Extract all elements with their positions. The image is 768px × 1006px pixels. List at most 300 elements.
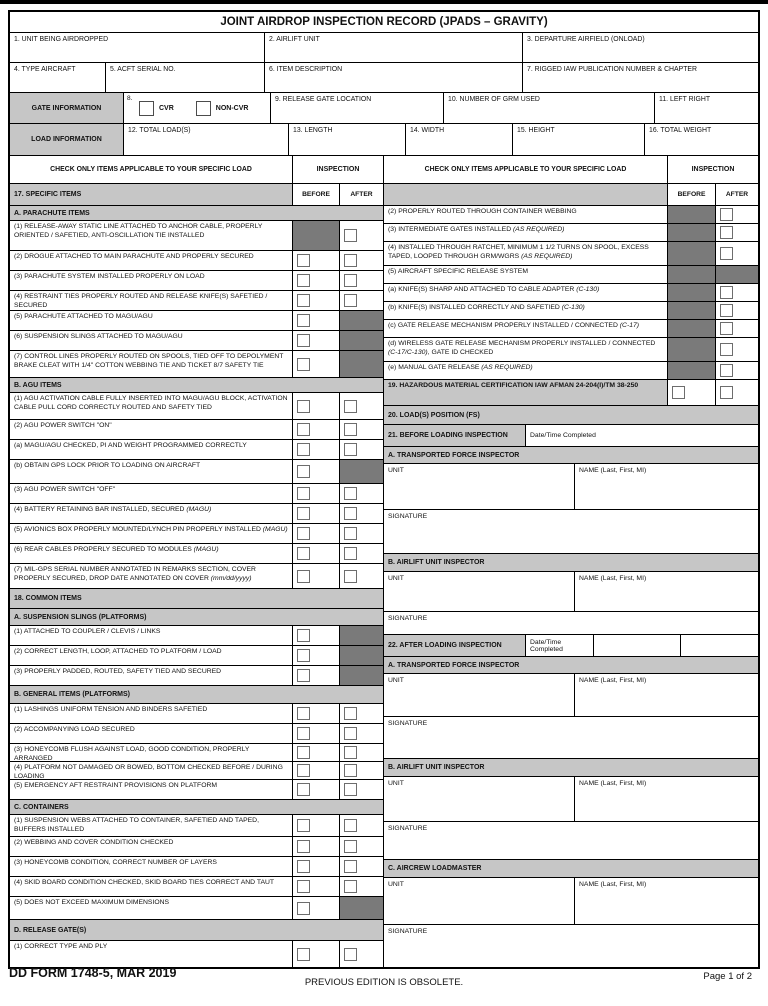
checklist-row — [384, 362, 758, 380]
before-cell — [292, 271, 339, 290]
after-cell — [715, 362, 758, 379]
blocked-cell — [667, 242, 715, 265]
unit-field[interactable]: UNIT — [384, 464, 575, 509]
field-15-height[interactable]: 15. HEIGHT — [513, 124, 645, 155]
after-column-header-right: AFTER — [715, 184, 758, 205]
before-checkbox[interactable] — [297, 649, 310, 662]
checklist-row — [10, 941, 383, 967]
item-text: (4) PLATFORM NOT DAMAGED OR BOWED, BOTTOM CHECKED BEFORE / DURING LOADING — [14, 764, 283, 780]
item-label — [10, 666, 292, 685]
specific-items-label: 17. SPECIFIC ITEMS — [10, 184, 292, 205]
before-cell — [292, 484, 339, 503]
field-7-rigged-iaw-publication[interactable]: 7. RIGGED IAW PUBLICATION NUMBER & CHAPTER — [522, 63, 758, 92]
before-checkbox[interactable] — [297, 629, 310, 642]
inspector-header-label: A. TRANSPORTED FORCE INSPECTOR — [388, 661, 520, 669]
field-2-airlift-unit[interactable]: 2. AIRLIFT UNIT — [264, 33, 522, 62]
checklist-row — [10, 291, 383, 311]
signature-field[interactable]: SIGNATURE — [388, 720, 428, 727]
item-text: (1) CORRECT TYPE AND PLY — [14, 943, 108, 950]
before-checkbox[interactable] — [297, 527, 310, 540]
after-column-header-left: AFTER — [339, 184, 383, 205]
gate-information-label: GATE INFORMATION — [10, 93, 124, 123]
after-checkbox[interactable] — [344, 254, 357, 267]
item-label — [384, 224, 667, 241]
item-label — [10, 484, 292, 503]
checklist-row — [384, 206, 758, 224]
signature-field[interactable]: SIGNATURE — [388, 615, 428, 622]
checklist-row — [10, 351, 383, 378]
after-cell — [715, 206, 758, 223]
field-11-left-right[interactable]: 11. LEFT RIGHT — [659, 96, 711, 103]
before-cell — [292, 666, 339, 685]
after-checkbox[interactable] — [344, 840, 357, 853]
item-label — [10, 815, 292, 836]
blocked-cell — [339, 626, 383, 645]
blocked-cell — [339, 331, 383, 350]
item-text: (3) PROPERLY PADDED, ROUTED, SAFETY TIED AND SECURED — [14, 668, 222, 675]
non-cvr-checkbox[interactable] — [196, 101, 211, 116]
after-checkbox[interactable] — [344, 860, 357, 873]
item-label — [384, 266, 667, 283]
item-label — [10, 837, 292, 856]
before-checkbox[interactable] — [297, 746, 310, 759]
after-cell — [339, 704, 383, 723]
checklist-row — [10, 744, 383, 762]
checklist-row — [10, 504, 383, 524]
after-cell — [339, 393, 383, 419]
after-checkbox[interactable] — [344, 707, 357, 720]
unit-field[interactable]: UNIT — [384, 674, 575, 716]
field-8-cvr-selection — [124, 93, 271, 123]
before-cell — [292, 744, 339, 761]
item-label — [10, 877, 292, 896]
item-label — [10, 626, 292, 645]
after-checkbox[interactable] — [344, 948, 357, 961]
before-cell — [292, 544, 339, 563]
item-text: (1) LASHINGS UNIFORM TENSION AND BINDERS SAFETIED — [14, 706, 208, 713]
before-cell — [292, 626, 339, 645]
after-cell — [715, 338, 758, 361]
item-label — [10, 564, 292, 588]
checklist-row — [384, 242, 758, 266]
before-checkbox[interactable] — [672, 386, 685, 399]
section-header-label: A. PARACHUTE ITEMS — [14, 209, 90, 217]
section-header-label: D. RELEASE GATE(S) — [14, 926, 87, 934]
checklist-row — [384, 302, 758, 320]
before-checkbox[interactable] — [297, 400, 310, 413]
checklist-row — [10, 646, 383, 666]
item-label — [10, 646, 292, 665]
after-checkbox[interactable] — [344, 507, 357, 520]
item-text: (7) CONTROL LINES PROPERLY ROUTED ON SPOOLS, TIED OFF TO DEPOLYMENT BRAKE CLEAT WITH 1/4" COTTON WEBBING TIE AND TICKET 8/7 SAFETY TIE — [14, 353, 284, 369]
before-checkbox[interactable] — [297, 358, 310, 371]
before-checkbox[interactable] — [297, 465, 310, 478]
before-cell — [292, 877, 339, 896]
header-fields-row-2 — [10, 63, 758, 93]
before-checkbox[interactable] — [297, 423, 310, 436]
name-field[interactable]: NAME (Last, First, MI) — [579, 881, 647, 888]
unit-field[interactable]: UNIT — [384, 777, 575, 821]
inspector-header-label: A. TRANSPORTED FORCE INSPECTOR — [388, 451, 520, 459]
before-checkbox[interactable] — [297, 783, 310, 796]
after-checkbox[interactable] — [720, 226, 733, 239]
field-12-total-loads[interactable]: 12. TOTAL LOAD(S) — [124, 124, 289, 155]
checklist-row — [10, 331, 383, 351]
before-checkbox[interactable] — [297, 547, 310, 560]
field-5-acft-serial-no[interactable]: 5. ACFT SERIAL NO. — [105, 63, 264, 92]
before-cell — [292, 780, 339, 799]
checklist-row — [10, 724, 383, 744]
item-label — [384, 320, 667, 337]
after-cell — [715, 320, 758, 337]
check-applicable-title-right: CHECK ONLY ITEMS APPLICABLE TO YOUR SPECIFIC LOAD — [424, 166, 627, 173]
italic-note: (MAGU) — [186, 506, 212, 513]
after-checkbox[interactable] — [344, 746, 357, 759]
checklist-row — [10, 544, 383, 564]
empty-field[interactable] — [681, 635, 758, 656]
after-cell — [715, 284, 758, 301]
after-checkbox[interactable] — [344, 880, 357, 893]
blocked-cell — [667, 224, 715, 241]
before-checkbox[interactable] — [297, 880, 310, 893]
checklist-row — [10, 221, 383, 251]
item-text: (3) HONEYCOMB FLUSH AGAINST LOAD, GOOD CONDITION, PROPERLY ARRANGED — [14, 746, 250, 762]
item-text: (c) GATE RELEASE MECHANISM PROPERLY INSTALLED / CONNECTED — [388, 322, 620, 329]
date-time-completed-field[interactable]: Date/Time Completed — [530, 432, 596, 439]
checklist-row — [10, 897, 383, 920]
after-checkbox[interactable] — [720, 386, 733, 399]
before-cell — [667, 380, 715, 405]
checklist-row — [10, 762, 383, 780]
blocked-cell — [667, 206, 715, 223]
field-3-departure-airfield[interactable]: 3. DEPARTURE AIRFIELD (ONLOAD) — [522, 33, 758, 62]
item-text: (3) AGU POWER SWITCH "OFF" — [14, 486, 116, 493]
checklist-row — [10, 626, 383, 646]
section-row — [10, 920, 383, 941]
inspector-header-label: C. AIRCREW LOADMASTER — [388, 865, 482, 872]
dd-form-1748-5 — [8, 10, 760, 969]
blocked-cell — [667, 266, 715, 283]
signature-row — [384, 510, 758, 554]
before-checkbox[interactable] — [297, 443, 310, 456]
item-label — [384, 362, 667, 379]
item-label — [384, 206, 667, 223]
section-row — [10, 206, 383, 221]
after-checkbox[interactable] — [344, 423, 357, 436]
after-cell — [339, 857, 383, 876]
before-cell — [292, 704, 339, 723]
item-text: (5) AVIONICS BOX PROPERLY MOUNTED/LYNCH PIN PROPERLY INSTALLED — [14, 526, 263, 533]
before-cell — [292, 331, 339, 350]
specific-items-spacer — [384, 184, 667, 205]
unitname-row — [384, 572, 758, 612]
grayfull-row — [384, 406, 758, 425]
after-checkbox[interactable] — [720, 343, 733, 356]
item-text: (a) MAGU/AGU CHECKED, PI AND WEIGHT PROGRAMMED CORRECTLY — [14, 442, 247, 449]
before-checkbox[interactable] — [297, 314, 310, 327]
signature-row — [384, 612, 758, 635]
after-cell — [715, 224, 758, 241]
field-1-unit-being-airdropped[interactable]: 1. UNIT BEING AIRDROPPED — [14, 36, 109, 43]
italic-note: (AS REQUIRED) — [481, 364, 533, 371]
unit-field[interactable]: UNIT — [384, 572, 575, 611]
cvr-checkbox[interactable] — [139, 101, 154, 116]
item-text: (1) ATTACHED TO COUPLER / CLEVIS / LINKS — [14, 628, 161, 635]
item-text: (5) DOES NOT EXCEED MAXIMUM DIMENSIONS — [14, 899, 170, 906]
before-checkbox[interactable] — [297, 707, 310, 720]
after-cell — [339, 420, 383, 439]
before-checkbox[interactable] — [297, 487, 310, 500]
name-field[interactable]: NAME (Last, First, MI) — [579, 575, 647, 582]
form-title-row — [10, 12, 758, 33]
inspector-row — [384, 554, 758, 572]
checklist-row — [10, 857, 383, 877]
checklist-columns — [10, 206, 758, 967]
item-label — [10, 251, 292, 270]
after-checkbox[interactable] — [344, 783, 357, 796]
after-cell — [339, 837, 383, 856]
section-header-label: B. GENERAL ITEMS (PLATFORMS) — [14, 691, 131, 698]
item-text: (5) PARACHUTE ATTACHED TO MAGU/AGU — [14, 313, 153, 320]
check-header-right-half — [384, 156, 758, 183]
specific-items-right-half — [384, 184, 758, 205]
before-checkbox[interactable] — [297, 902, 310, 915]
item-label — [10, 393, 292, 419]
loading-inspection-label: 21. BEFORE LOADING INSPECTION — [384, 425, 526, 446]
name-field[interactable]: NAME (Last, First, MI) — [579, 780, 647, 787]
name-field[interactable]: NAME (Last, First, MI) — [579, 677, 647, 684]
after-checkbox[interactable] — [344, 487, 357, 500]
item-label — [384, 284, 667, 301]
signature-row — [384, 925, 758, 967]
item-text: (2) ACCOMPANYING LOAD SECURED — [14, 726, 135, 733]
checklist-row — [10, 311, 383, 331]
before-checkbox[interactable] — [297, 948, 310, 961]
after-checkbox[interactable] — [720, 208, 733, 221]
after-checkbox[interactable] — [344, 527, 357, 540]
empty-field[interactable] — [594, 635, 681, 656]
checklist-row — [384, 224, 758, 242]
before-checkbox[interactable] — [297, 669, 310, 682]
item-text: (b) OBTAIN GPS LOCK PRIOR TO LOADING ON AIRCRAFT — [14, 462, 201, 469]
after-cell — [715, 302, 758, 319]
before-cell — [292, 311, 339, 330]
section-header-label: 20. LOAD(S) POSITION (FS) — [388, 411, 480, 419]
after-checkbox[interactable] — [720, 286, 733, 299]
unitname-row — [384, 777, 758, 822]
blocked-cell — [339, 351, 383, 377]
italic-note: (C-17/C-130) — [388, 348, 428, 356]
field-13-length[interactable]: 13. LENGTH — [289, 124, 406, 155]
section-header-label: 18. COMMON ITEMS — [14, 595, 82, 602]
item-text: (1) SUSPENSION WEBS ATTACHED TO CONTAINER, SAFETIED AND TAPED, BUFFERS INSTALLED — [14, 817, 259, 833]
checklist-row — [10, 666, 383, 686]
checklist-row — [384, 266, 758, 284]
before-checkbox[interactable] — [297, 254, 310, 267]
after-checkbox[interactable] — [720, 322, 733, 335]
field-4-type-aircraft[interactable]: 4. TYPE AIRCRAFT — [14, 66, 76, 73]
item-text: (a) KNIFE(S) SHARP AND ATTACHED TO CABLE ADAPTER — [388, 286, 577, 293]
unit-field[interactable]: UNIT — [384, 878, 575, 924]
signature-field[interactable]: SIGNATURE — [388, 513, 428, 520]
item-text: (e) MANUAL GATE RELEASE — [388, 364, 482, 371]
before-checkbox[interactable] — [297, 334, 310, 347]
loading-row — [384, 425, 758, 447]
before-checkbox[interactable] — [297, 764, 310, 777]
after-cell — [339, 291, 383, 310]
italic-note: (AS REQUIRED) — [521, 252, 573, 260]
before-column-header-right: BEFORE — [667, 184, 715, 205]
page-top-edge — [0, 0, 768, 4]
field-16-total-weight[interactable]: 16. TOTAL WEIGHT — [649, 127, 712, 134]
italic-note: (C-17) — [619, 322, 640, 329]
unitname-row — [384, 464, 758, 510]
after-cell — [339, 484, 383, 503]
page-indicator: Page 1 of 2 — [703, 971, 752, 982]
checklist-row — [10, 877, 383, 897]
after-cell — [339, 251, 383, 270]
before-checkbox[interactable] — [297, 570, 310, 583]
item-label — [10, 897, 292, 919]
after-checkbox[interactable] — [344, 819, 357, 832]
signature-field[interactable]: SIGNATURE — [388, 928, 428, 935]
before-cell — [292, 440, 339, 459]
name-field[interactable]: NAME (Last, First, MI) — [579, 467, 647, 474]
blocked-cell — [339, 646, 383, 665]
field-6-item-description[interactable]: 6. ITEM DESCRIPTION — [264, 63, 522, 92]
unitname-row — [384, 674, 758, 717]
item-text: (6) SUSPENSION SLINGS ATTACHED TO MAGU/AGU — [14, 333, 183, 340]
after-checkbox[interactable] — [344, 443, 357, 456]
after-cell — [339, 504, 383, 523]
inspector-row — [384, 759, 758, 777]
before-cell — [292, 815, 339, 836]
item-text: (1) RELEASE-AWAY STATIC LINE ATTACHED TO ANCHOR CABLE, PROPERLY ORIENTED / SAFETIED, ANTI-OSCILLATION TIE INSTALLED — [14, 223, 263, 239]
inspector-row — [384, 860, 758, 878]
item-text: (7) MIL-GPS SERIAL NUMBER ANNOTATED IN REMARKS SECTION, COVER PROPERLY SECURED, DROP DATE ANNOTATED ON COVER — [14, 566, 256, 582]
after-checkbox[interactable] — [720, 304, 733, 317]
before-checkbox[interactable] — [297, 727, 310, 740]
item19-row — [384, 380, 758, 406]
after-cell — [339, 941, 383, 967]
before-cell — [292, 564, 339, 588]
after-checkbox[interactable] — [344, 274, 357, 287]
before-cell — [292, 762, 339, 779]
before-cell — [292, 504, 339, 523]
after-cell — [339, 524, 383, 543]
section-row — [10, 589, 383, 609]
before-checkbox[interactable] — [297, 294, 310, 307]
form-number: DD FORM 1748-5, MAR 2019 — [9, 966, 177, 980]
blocked-cell — [339, 311, 383, 330]
checklist-row — [10, 564, 383, 589]
signature-field[interactable]: SIGNATURE — [388, 825, 428, 832]
field-10-number-of-grm-used[interactable]: 10. NUMBER OF GRM USED — [444, 93, 655, 123]
field-9-release-gate-location[interactable]: 9. RELEASE GATE LOCATION — [271, 93, 444, 123]
after-cell — [339, 271, 383, 290]
inspector-row — [384, 657, 758, 674]
inspection-header-left: INSPECTION — [292, 156, 383, 183]
checklist-row — [10, 271, 383, 291]
after-cell — [339, 815, 383, 836]
item-text: (6) REAR CABLES PROPERLY SECURED TO MODULES — [14, 546, 194, 553]
after-checkbox[interactable] — [344, 764, 357, 777]
checklist-row — [10, 524, 383, 544]
section-row — [10, 378, 383, 393]
specific-items-header-row — [10, 184, 758, 206]
checklist-left-column — [10, 206, 384, 967]
item-label: 19. HAZARDOUS MATERIAL CERTIFICATION IAW AFMAN 24-204(I)/TM 38-250 — [384, 380, 667, 405]
before-checkbox[interactable] — [297, 860, 310, 873]
item-label — [384, 338, 667, 361]
signature-row — [384, 717, 758, 759]
checklist-right-column — [384, 206, 758, 967]
before-cell — [292, 897, 339, 919]
after-checkbox[interactable] — [344, 727, 357, 740]
item-text: (4) RESTRAINT TIES PROPERLY ROUTED AND RELEASE KNIFE(S) SAFETIED / SECURED — [14, 293, 268, 309]
date-time-completed-field[interactable]: Date/Time Completed — [526, 635, 594, 656]
section-header-label: C. CONTAINERS — [14, 803, 69, 811]
inspection-header-right: INSPECTION — [667, 156, 758, 183]
item-text: (2) DROGUE ATTACHED TO MAIN PARACHUTE AND PROPERLY SECURED — [14, 253, 254, 260]
before-checkbox[interactable] — [297, 840, 310, 853]
after-cell — [339, 544, 383, 563]
before-checkbox[interactable] — [297, 274, 310, 287]
checklist-row — [10, 393, 383, 420]
section-row — [10, 609, 383, 626]
before-cell — [292, 857, 339, 876]
before-cell — [292, 251, 339, 270]
after-checkbox[interactable] — [344, 547, 357, 560]
after-checkbox[interactable] — [344, 400, 357, 413]
loading-inspection-label: 22. AFTER LOADING INSPECTION — [384, 635, 526, 656]
check-header-left-half — [10, 156, 384, 183]
after-checkbox[interactable] — [720, 364, 733, 377]
italic-note: (MAGU) — [262, 526, 288, 533]
item-label — [10, 504, 292, 523]
after-checkbox[interactable] — [344, 570, 357, 583]
blocked-cell — [292, 221, 339, 250]
item-label — [10, 704, 292, 723]
item-text: (2) WEBBING AND COVER CONDITION CHECKED — [14, 839, 174, 846]
section-row — [10, 686, 383, 704]
item-text: (2) CORRECT LENGTH, LOOP, ATTACHED TO PLATFORM / LOAD — [14, 648, 222, 655]
after-cell — [339, 877, 383, 896]
before-cell — [292, 351, 339, 377]
before-checkbox[interactable] — [297, 507, 310, 520]
blocked-cell — [339, 666, 383, 685]
before-checkbox[interactable] — [297, 819, 310, 832]
item-label — [10, 331, 292, 350]
blocked-cell — [667, 320, 715, 337]
item-label — [10, 291, 292, 310]
field-14-width[interactable]: 14. WIDTH — [406, 124, 513, 155]
after-cell — [339, 221, 383, 250]
checklist-row — [10, 484, 383, 504]
after-checkbox[interactable] — [720, 247, 733, 260]
after-cell — [715, 242, 758, 265]
inspector-header-label: B. AIRLIFT UNIT INSPECTOR — [388, 559, 485, 566]
item-label — [384, 302, 667, 319]
item-label — [10, 460, 292, 483]
after-cell — [339, 564, 383, 588]
inspector-row — [384, 447, 758, 464]
after-checkbox[interactable] — [344, 294, 357, 307]
after-checkbox[interactable] — [344, 229, 357, 242]
italic-note: (AS REQUIRED) — [513, 226, 565, 233]
item-label — [10, 780, 292, 799]
specific-items-left-half — [10, 184, 384, 205]
